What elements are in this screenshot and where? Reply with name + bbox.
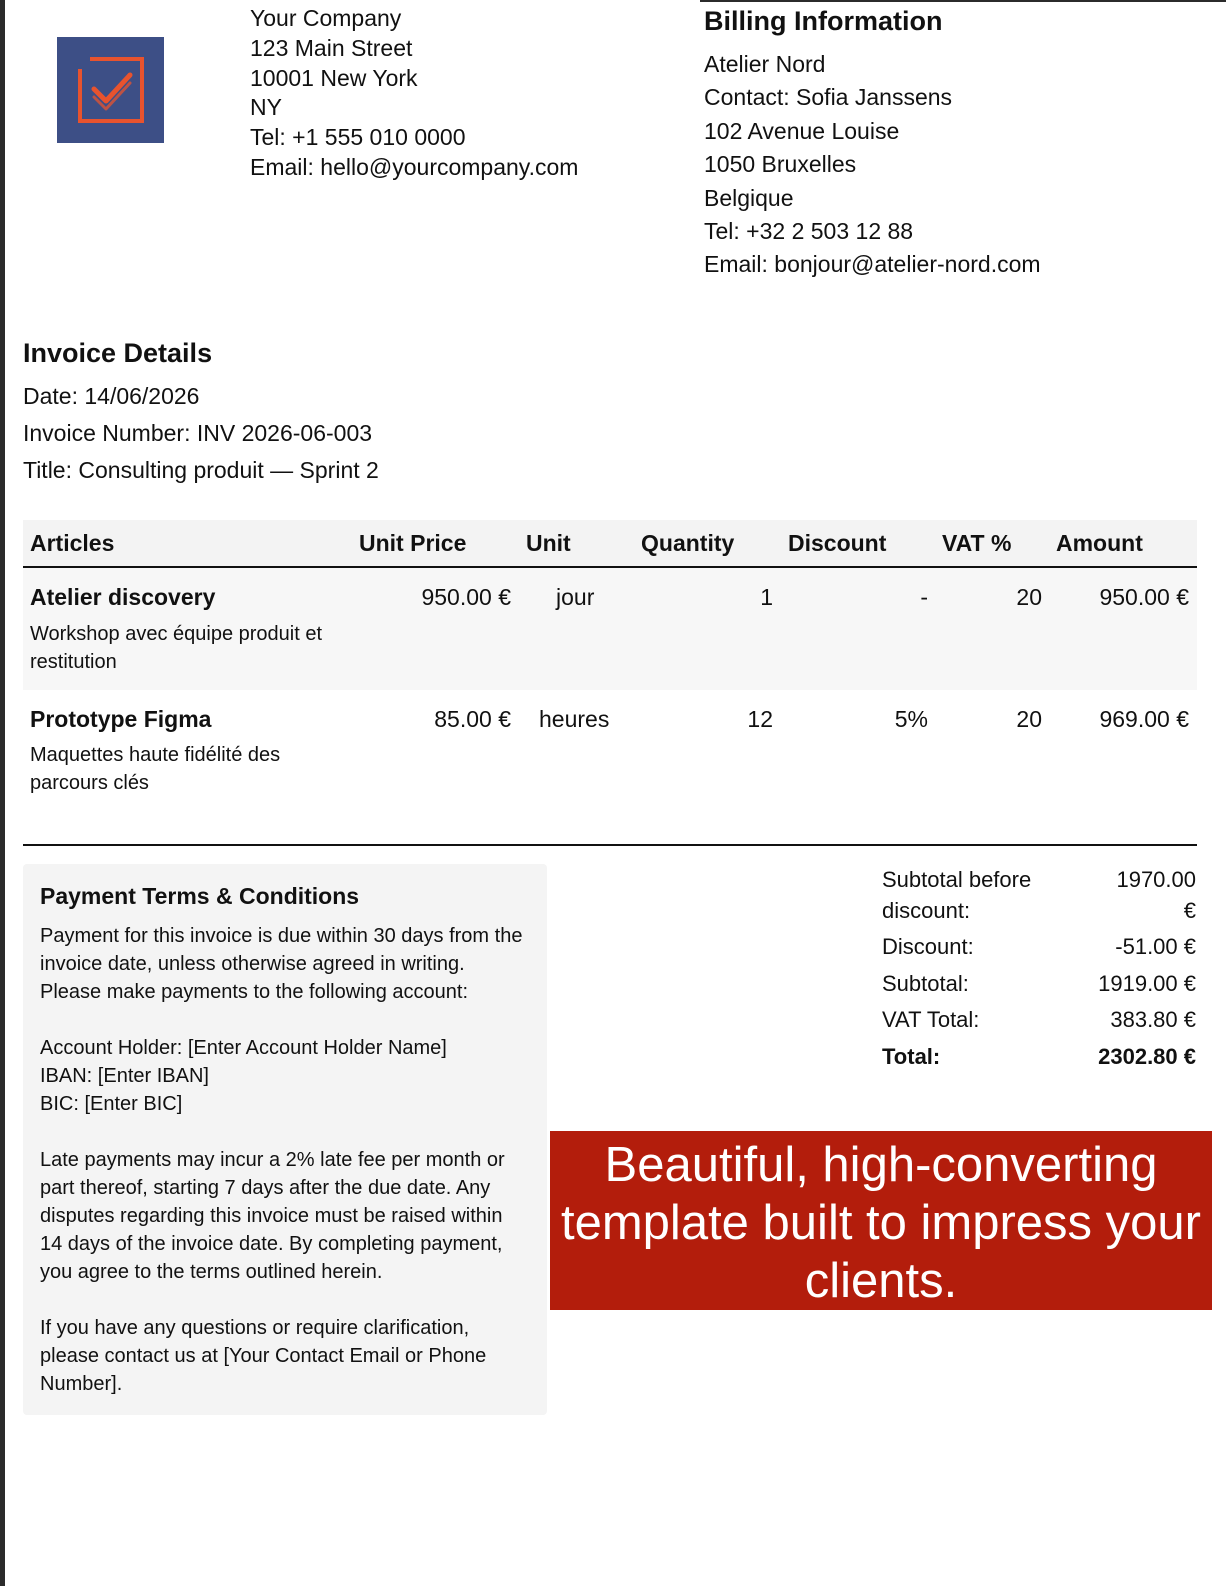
item-amount: 969.00 € [1099,706,1189,732]
client-phone: Tel: +32 2 503 12 88 [704,218,914,245]
header-vat: VAT % [942,530,1012,556]
subtotal-label: Subtotal: [882,970,969,996]
checkbox-check-icon [72,51,150,129]
client-country: Belgique [704,184,794,211]
table-bottom-rule [23,844,1197,846]
terms-account [40,1034,530,1118]
subtotal-before-discount-row [882,864,1196,931]
totals-summary [882,864,1196,1077]
invoice-details [23,336,379,488]
terms-title: Payment Terms & Conditions [40,883,360,909]
header-articles: Articles [30,530,115,556]
client-street: 102 Avenue Louise [704,117,900,144]
account-holder: Account Holder: [Enter Account Holder Name] [40,1037,447,1059]
company-email: Email: hello@yourcompany.com [250,153,579,180]
table-header [23,520,1197,568]
item-description: Workshop avec équipe produit et restitution [30,623,323,673]
header-discount: Discount [788,530,887,556]
header-quantity: Quantity [641,530,735,556]
table-row [23,568,1197,690]
terms-intro: Payment for this invoice is due within 30 days from the invoice date, unless otherwise agreed in writing. Please make payments to the following account: [40,925,523,1003]
billing-information [704,4,1041,282]
item-name: Prototype Figma [30,706,212,732]
item-description: Maquettes haute fidélité des parcours clés [30,744,281,794]
header-amount: Amount [1056,530,1143,556]
vat-total-value: 383.80 € [1110,1007,1196,1033]
promo-banner-text: Beautiful, high-converting template built to impress your clients. [561,1138,1201,1308]
subtotal-before-discount-value: 1970.00 € [1116,867,1196,923]
item-discount: 5% [894,706,928,732]
discount-value: -51.00 € [1115,934,1196,959]
terms-contact: If you have any questions or require clarification, please contact us at [Your Contact Email or Phone Number]. [40,1317,487,1395]
left-edge-bar [0,0,5,1586]
item-quantity: 1 [760,584,773,610]
item-discount: - [920,584,928,610]
discount-label: Discount: [882,934,974,959]
account-bic: BIC: [Enter BIC] [40,1093,183,1115]
invoice-title: Title: Consulting produit — Sprint 2 [23,456,379,483]
top-rule [700,0,1226,2]
vat-total-row [882,1004,1196,1041]
account-iban: IBAN: [Enter IBAN] [40,1065,209,1087]
total-label: Total: [882,1043,941,1069]
invoice-details-title: Invoice Details [23,338,213,368]
item-unit: heures [539,706,610,732]
company-address [250,4,578,183]
item-unit-price: 950.00 € [421,584,511,610]
subtotal-value: 1919.00 € [1098,970,1196,996]
item-unit: jour [556,584,595,610]
company-street: 123 Main Street [250,34,413,61]
invoice-date: Date: 14/06/2026 [23,383,200,409]
item-quantity: 12 [747,706,773,732]
items-table [23,520,1197,810]
vat-total-label: VAT Total: [882,1007,980,1033]
item-amount: 950.00 € [1099,584,1189,610]
terms-late-fee: Late payments may incur a 2% late fee per month or part thereof, starting 7 days after the due date. Any disputes regarding this invoice must be raised within 14 days of the invoice date. By completing payment, you agree to the terms outlined herein. [40,1149,505,1283]
company-name: Your Company [250,5,402,31]
item-vat: 20 [1016,584,1042,610]
grand-total-row [882,1041,1196,1078]
promo-banner [550,1131,1212,1310]
total-value: 2302.80 € [1098,1043,1196,1069]
company-phone: Tel: +1 555 010 0000 [250,124,466,151]
table-row [23,690,1197,810]
client-contact: Contact: Sofia Janssens [704,84,953,111]
client-city: 1050 Bruxelles [704,151,857,178]
billing-title: Billing Information [704,6,943,36]
item-vat: 20 [1016,706,1042,732]
header-unit-price: Unit Price [359,530,467,556]
client-email: Email: bonjour@atelier-nord.com [704,251,1041,278]
subtotal-before-discount-label: Subtotal before discount: [882,867,1032,923]
header-unit: Unit [526,530,571,556]
item-name: Atelier discovery [30,584,216,610]
company-logo [57,37,164,143]
invoice-number: Invoice Number: INV 2026-06-003 [23,419,373,446]
company-city: 10001 New York [250,64,418,91]
discount-row [882,931,1196,968]
item-unit-price: 85.00 € [434,706,511,732]
subtotal-row [882,968,1196,1005]
payment-terms-box [23,864,547,1415]
company-state: NY [250,94,282,121]
client-name: Atelier Nord [704,51,826,77]
